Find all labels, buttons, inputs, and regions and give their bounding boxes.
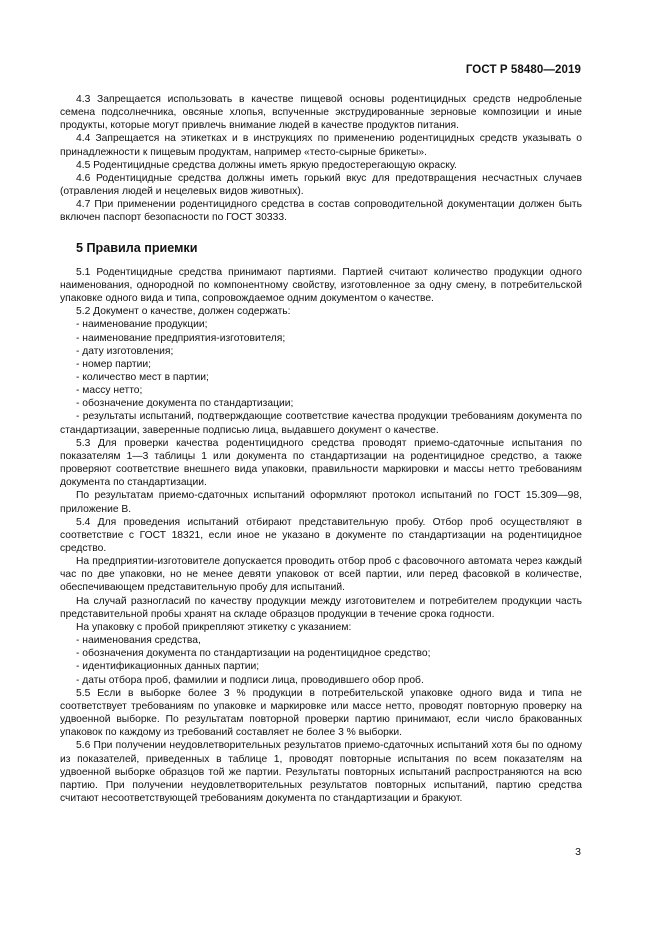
clause-4-4: 4.4 Запрещается на этикетках и в инструкциях по применению родентицидных средств указывать о принадлежности к пищевым продуктам, например «тесто-сырные брикеты». — [60, 133, 582, 158]
list-item: - наименование продукции; — [76, 319, 208, 331]
list-item: - наименования средства, — [76, 635, 201, 647]
clause-5-4: 5.4 Для проведения испытаний отбирают представительную пробу. Отбор проб осуществляют в соответствие с ГОСТ 18321, если иное не указано в документе по стандартизации на родентицидное средство. — [60, 516, 582, 554]
clause-4-3: 4.3 Запрещается использовать в качестве пищевой основы родентицидных средств недробленые семена подсолнечника, овсяные хлопья, вспученные экструдированные зерновые композиции и иные продукты, которые могут привлечь внимание людей в качестве продуктов питания. — [60, 94, 582, 132]
clause-5-1: 5.1 Родентицидные средства принимают партиями. Партией считают количество продукции одного наименования, однородной по компонентному свойству, изготовленное за одну смену, в потребительской упаковке одного вида и типа, сопровождаемое одним документом о качестве. — [60, 266, 582, 305]
clause-4-7: 4.7 При применении родентицидного средства в состав сопроводительной документации должен быть включен паспорт безопасности по ГОСТ 30333. — [60, 199, 582, 224]
list-item: - наименование предприятия-изготовителя; — [76, 332, 286, 344]
clause-5-3-protocol: По результатам приемо-сдаточных испытаний оформляют протокол испытаний по ГОСТ 15.309—98, приложение В. — [60, 490, 582, 515]
document-code: ГОСТ Р 58480—2019 — [465, 64, 581, 76]
section-5-heading: 5 Правила приемки — [76, 240, 198, 255]
clause-4-6: 4.6 Родентицидные средства должны иметь горький вкус для предотвращения несчастных случаев (отравления людей и нецелевых видов животных). — [60, 172, 582, 198]
list-item: - массу нетто; — [76, 385, 143, 397]
list-item: - идентификационных данных партии; — [76, 661, 260, 673]
list-item: - обозначение документа по стандартизации; — [76, 398, 294, 410]
list-item: - дату изготовления; — [76, 345, 174, 357]
list-item: - результаты испытаний, подтверждающие соответствие качества продукции требованиям документа по стандартизации, заверенные подписью лица, выдавшего документ о качестве. — [60, 411, 582, 436]
clause-4-5: 4.5 Родентицидные средства должны иметь яркую предостерегающую окраску. — [76, 159, 457, 171]
clause-5-6: 5.6 При получении неудовлетворительных результатов приемо-сдаточных испытаний хотя бы по одному из показателей, приведенных в таблице 1, проводят повторные испытания по всем показателям на удвоенной выборке образцов той же партии. Результаты повторных испытаний распространяются на всю партию. При получении неудовлетворительных результатов повторных испытаний, партию средства считают несоответствующей требованиям документа по стандартизации и бракуют. — [60, 740, 582, 804]
clause-5-3: 5.3 Для проверки качества родентицидного средства проводят приемо-сдаточные испытания по показателям 1—3 таблицы 1 или документа по стандартизации на родентицидное средство, а также проверяют соответствие внешнего вида упаковки, правильности маркировки и массы нетто требованиям документа по стандартизации. — [60, 437, 582, 489]
clause-5-2: 5.2 Документ о качестве, должен содержать: — [76, 306, 291, 318]
list-item: - номер партии; — [76, 358, 151, 370]
clause-5-4-label: На упаковку с пробой прикрепляют этикетку с указанием: — [76, 621, 352, 633]
clause-5-5: 5.5 Если в выборке более 3 % продукции в потребительской упаковке одного вида и типа не соответствует требованиям по упаковке и маркировке или массе нетто, проводят повторную проверку на удвоенной выборке. По результатам повторной проверки партию принимают, если число бракованных упаковок по каждому из требований составляет не более 3 % выборки. — [60, 687, 582, 739]
list-item: - обозначения документа по стандартизации на родентицидное средство; — [76, 648, 431, 660]
clause-5-4-disputes: На случай разногласий по качеству продукции между изготовителем и потребителем продукции часть представительной пробы хранят на складе образцов продукции в течение срока годности. — [60, 595, 582, 620]
clause-5-4-sampling: На предприятии-изготовителе допускается проводить отбор проб с фасовочного автомата через каждый час по две упаковки, но не менее девяти упаковок от всей партии, или перед фасовкой в количестве, обеспечивающем представительную пробу для испытаний. — [60, 556, 582, 594]
list-item: - даты отбора проб, фамилии и подписи лица, проводившего обор проб. — [76, 674, 424, 686]
page-number: 3 — [575, 846, 581, 858]
list-item: - количество мест в партии; — [76, 371, 209, 383]
page-content — [60, 93, 582, 805]
